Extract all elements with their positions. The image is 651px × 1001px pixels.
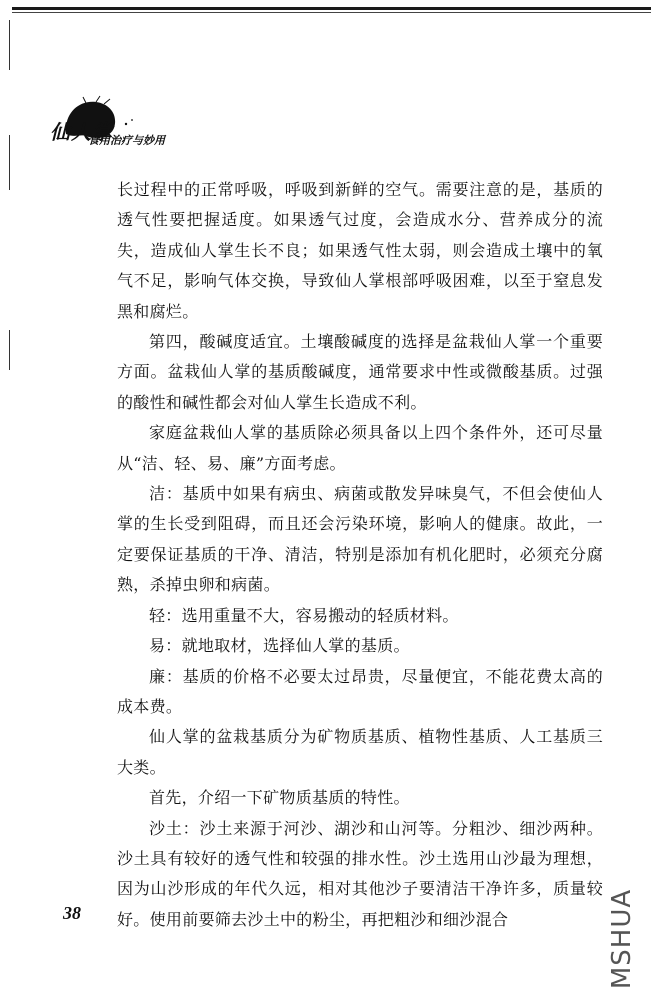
paragraph: 易：就地取材，选择仙人掌的基质。 xyxy=(149,636,410,656)
paragraph: 长过程中的正常呼吸，呼吸到新鲜的空气。需要注意的是，基质的透气性要把握适度。如果透气过度，会造成水分、营养成分的流失，造成仙人掌生长不良；如果透气性太弱，则会造成土壤中的氧气不足，影响气体交换，导致仙人掌根部呼吸困难，以至于窒息发黑和腐烂。 xyxy=(117,180,603,321)
watermark-text: MSHUA xyxy=(607,888,637,990)
margin-line-low xyxy=(9,330,10,370)
margin-line-mid xyxy=(9,135,10,190)
paragraph: 轻：选用重量不大，容易搬动的轻质材料。 xyxy=(149,605,459,625)
paragraph: 廉：基质的价格不必要太过昂贵，尽量便宜，不能花费太高的成本费。 xyxy=(117,666,603,716)
logo-title: 仙人掌 xyxy=(50,120,113,144)
top-rule xyxy=(12,7,651,10)
paragraph: 仙人掌的盆栽基质分为矿物质基质、植物性基质、人工基质三大类。 xyxy=(117,727,603,777)
paragraph: 家庭盆栽仙人掌的基质除必须具备以上四个条件外，还可尽量从“洁、轻、易、廉”方面考虑。 xyxy=(117,423,603,473)
paragraph: 首先，介绍一下矿物质基质的特性。 xyxy=(149,788,410,808)
paragraph: 第四，酸碱度适宜。土壤酸碱度的选择是盆栽仙人掌一个重要方面。盆栽仙人掌的基质酸碱度，通常要求中性或微酸基质。过强的酸性和碱性都会对仙人掌生长造成不利。 xyxy=(117,332,603,412)
margin-line-top xyxy=(9,20,10,70)
watermark xyxy=(600,880,644,998)
body-text xyxy=(117,175,603,935)
top-rule-thin xyxy=(12,12,651,13)
paragraph: 沙土：沙土来源于河沙、湖沙和山河等。分粗沙、细沙两种。沙土具有较好的透气性和较强的排水性。沙土选用山沙最为理想，因为山沙形成的年代久远，相对其他沙子要清洁干净许多，质量较好。使用前要筛去沙土中的粉尘，再把粗沙和细沙混合 xyxy=(117,818,603,929)
paragraph: 洁：基质中如果有病虫、病菌或散发异味臭气，不但会使仙人掌的生长受到阻碍，而且还会污染环境，影响人的健康。故此，一定要保证基质的干净、清洁，特别是添加有机化肥时，必须充分腐熟，杀掉虫卵和病菌。 xyxy=(117,484,603,595)
logo-subtitle: 食用治疗与妙用 xyxy=(88,134,165,147)
book-header-logo xyxy=(50,98,220,168)
page-number: 38 xyxy=(63,903,81,923)
